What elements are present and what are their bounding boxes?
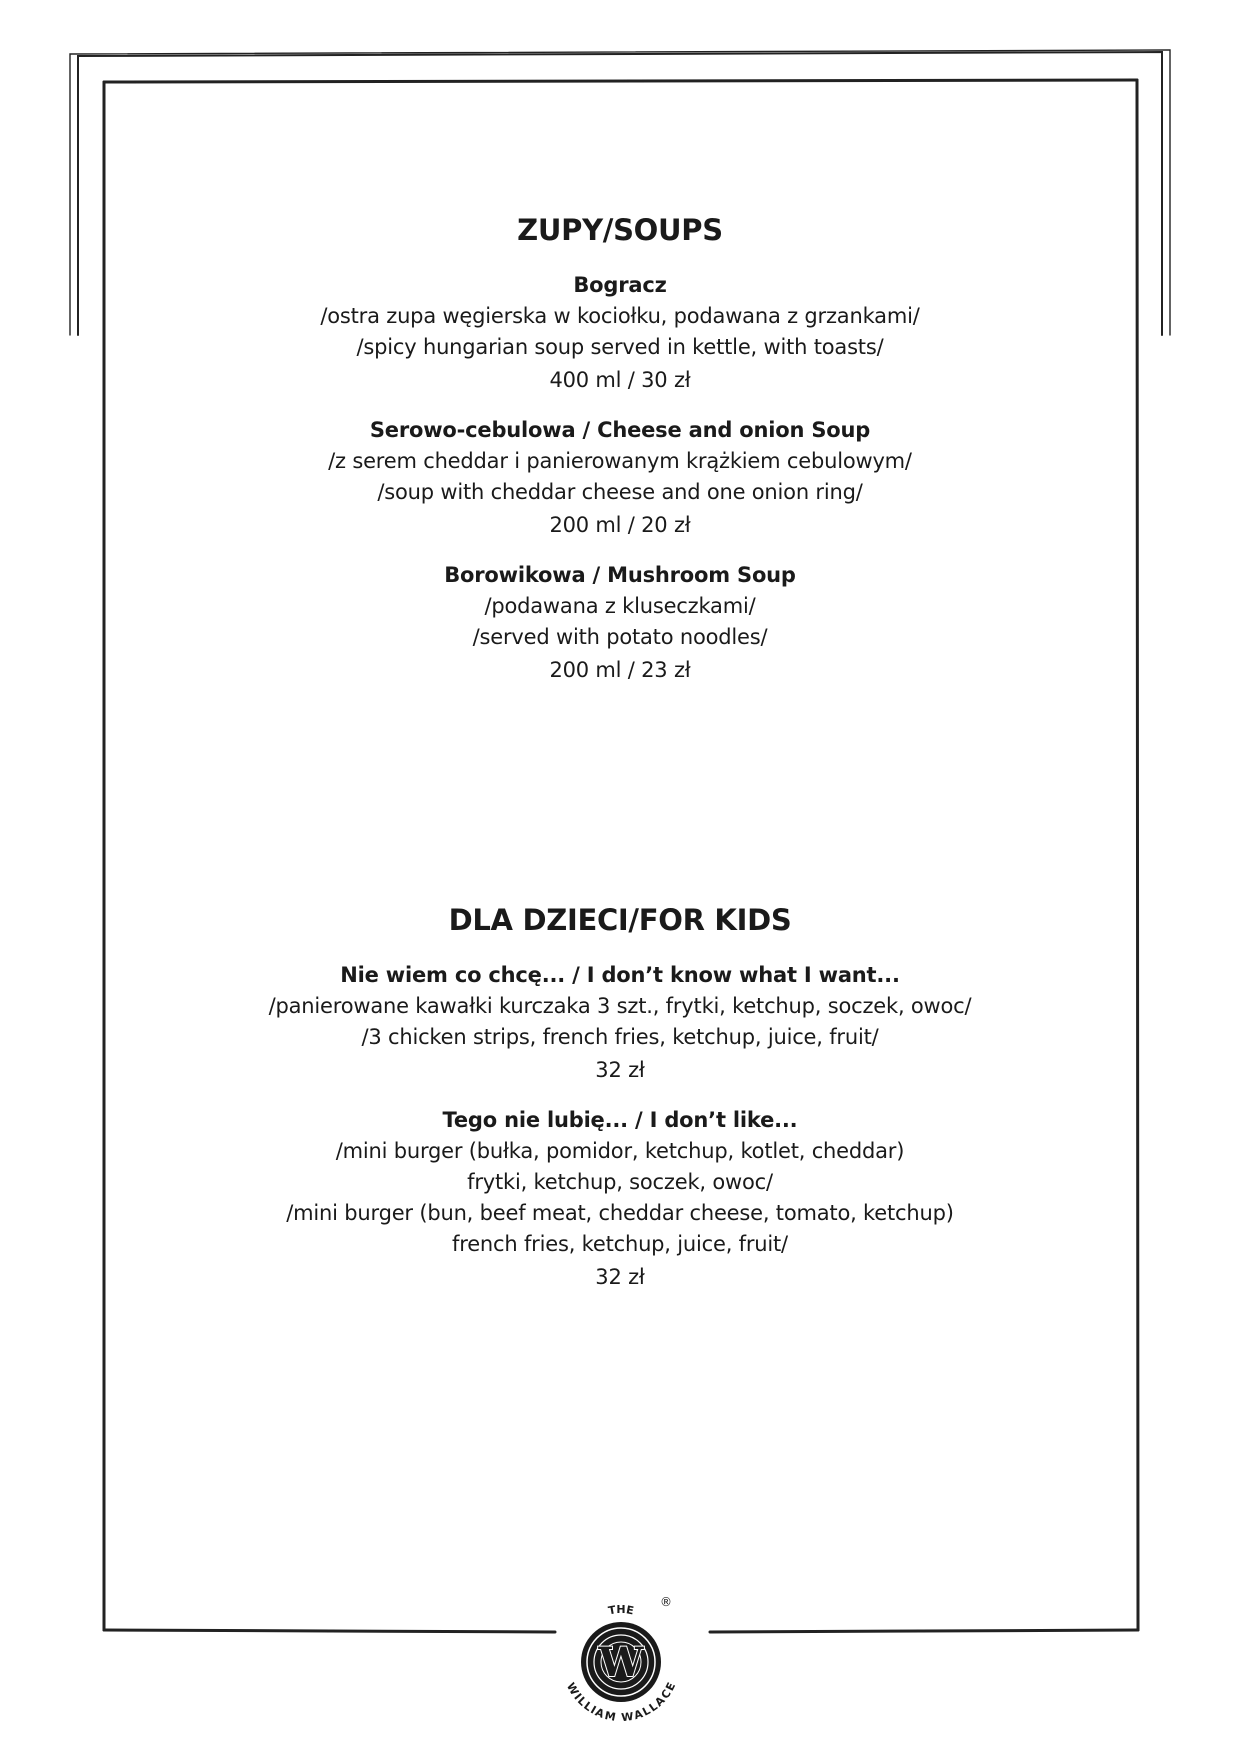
registered-mark: ® <box>660 1595 672 1609</box>
logo-bottom-text: WILLIAM WALLACE <box>563 1680 679 1725</box>
section-title: ZUPY/SOUPS <box>517 213 723 247</box>
item-description: /spicy hungarian soup served in kettle, with toasts/ <box>356 335 884 359</box>
logo-top-text: THE <box>607 1603 635 1618</box>
item-name: Borowikowa / Mushroom Soup <box>444 563 796 587</box>
item-name: Serowo-cebulowa / Cheese and onion Soup <box>369 418 871 442</box>
william-wallace-logo <box>556 1586 686 1746</box>
item-description: /served with potato noodles/ <box>472 625 768 649</box>
section-kids <box>104 902 1136 1312</box>
item-price: 32 zł <box>595 1265 645 1289</box>
menu-item <box>104 960 1136 1086</box>
item-price: 400 ml / 30 zł <box>549 368 691 392</box>
logo-mark: W <box>598 1639 644 1686</box>
item-description: /mini burger (bun, beef meat, cheddar cheese, tomato, ketchup) <box>286 1201 954 1225</box>
item-price: 32 zł <box>595 1058 645 1082</box>
section-title: DLA DZIECI/FOR KIDS <box>448 903 792 937</box>
item-name: Nie wiem co chcę... / I don’t know what I want... <box>340 963 900 987</box>
item-price: 200 ml / 20 zł <box>549 513 691 537</box>
item-name: Tego nie lubię... / I don’t like... <box>442 1108 798 1132</box>
item-description: french fries, ketchup, juice, fruit/ <box>452 1232 788 1256</box>
item-description: /3 chicken strips, french fries, ketchup, juice, fruit/ <box>361 1025 879 1049</box>
item-description: /z serem cheddar i panierowanym krążkiem cebulowym/ <box>328 449 912 473</box>
menu-item <box>104 415 1136 541</box>
item-description: /mini burger (bułka, pomidor, ketchup, kotlet, cheddar) <box>335 1139 905 1163</box>
item-description: frytki, ketchup, soczek, owoc/ <box>467 1170 773 1194</box>
item-name: Bogracz <box>573 273 667 297</box>
item-description: /podawana z kluseczkami/ <box>484 594 756 618</box>
item-description: /soup with cheddar cheese and one onion ring/ <box>377 480 863 504</box>
item-description: /panierowane kawałki kurczaka 3 szt., frytki, ketchup, soczek, owoc/ <box>268 994 972 1018</box>
item-price: 200 ml / 23 zł <box>549 658 691 682</box>
item-description: /ostra zupa węgierska w kociołku, podawana z grzankami/ <box>320 304 920 328</box>
svg-text:THE <box>607 1603 635 1617</box>
menu-item <box>104 270 1136 396</box>
section-soups <box>104 212 1136 705</box>
menu-item <box>104 560 1136 686</box>
menu-item <box>104 1105 1136 1293</box>
